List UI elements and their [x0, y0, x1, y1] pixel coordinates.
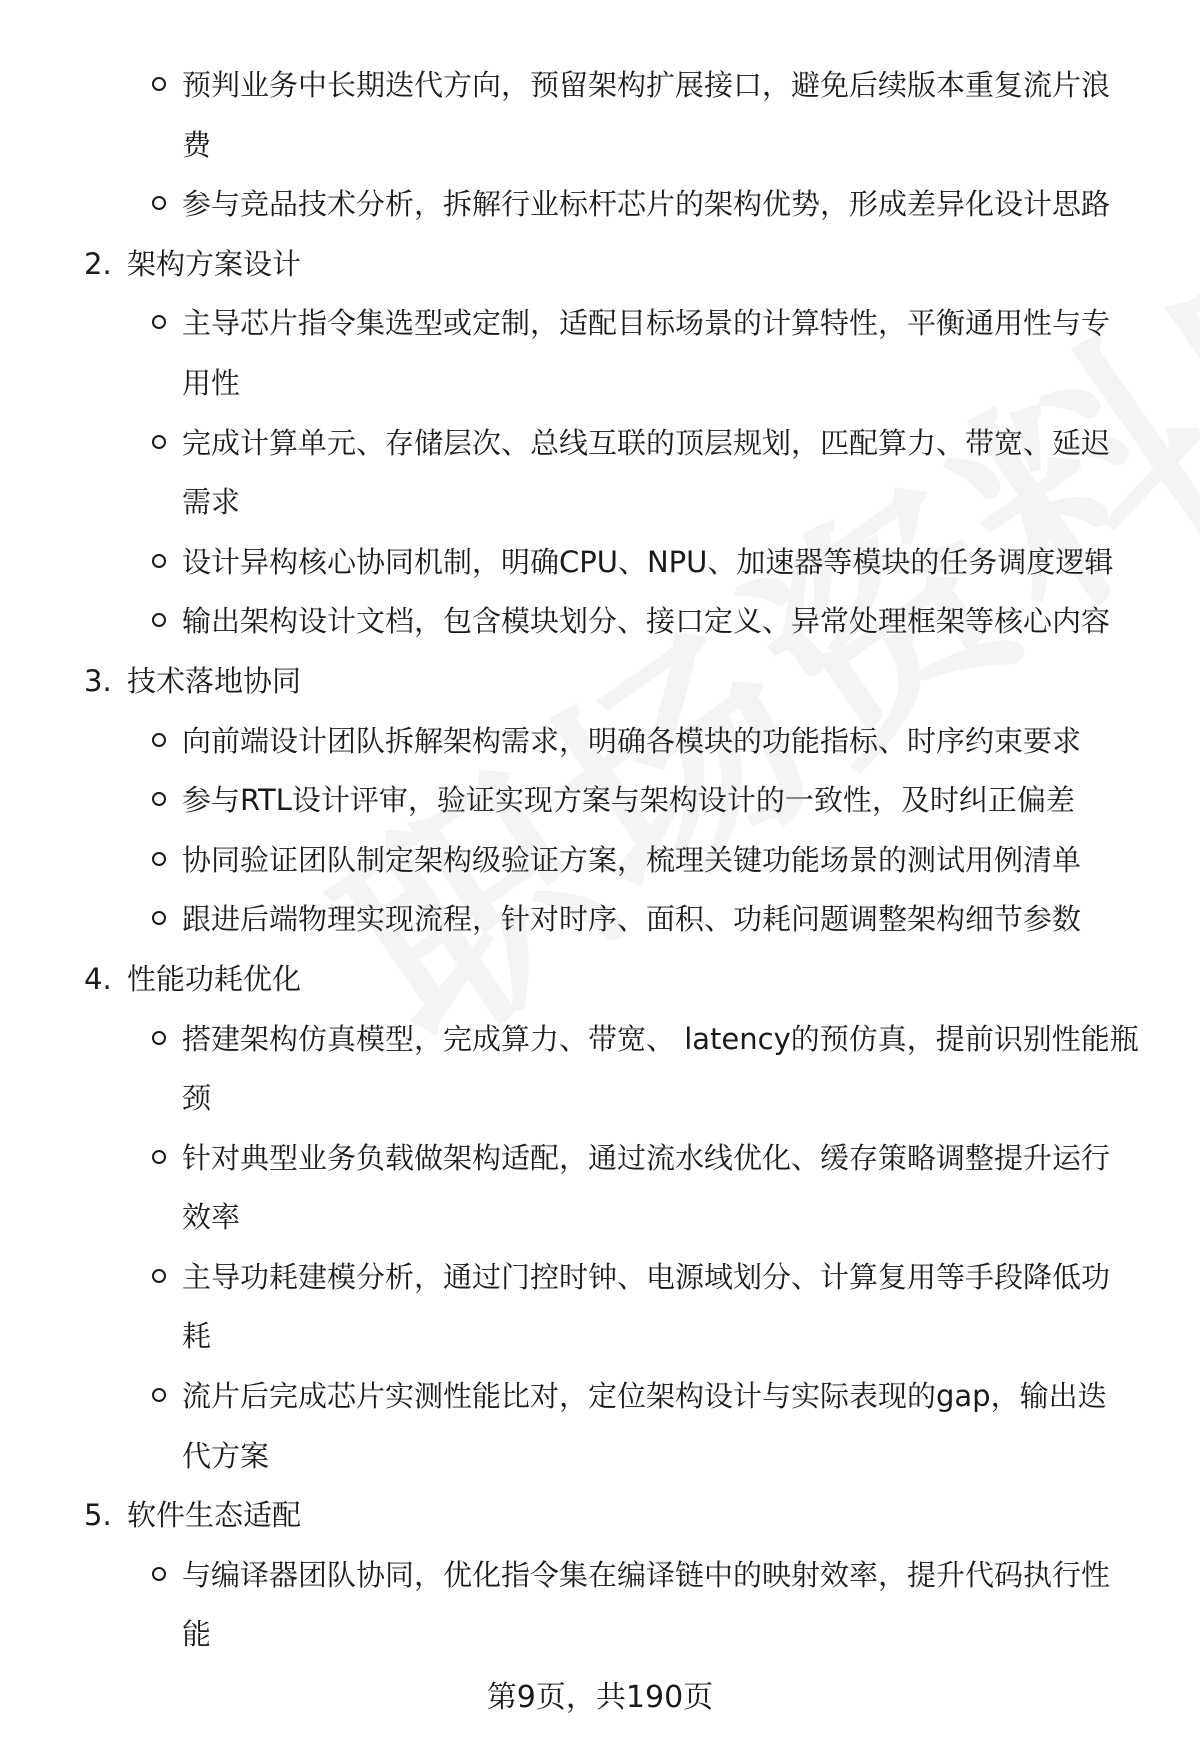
bullet-text: 主导功耗建模分析，通过门控时钟、电源域划分、计算复用等手段降低功: [182, 1259, 1111, 1294]
bullet-text: 参与竞品技术分析，拆解行业标杆芯片的架构优势，形成差异化设计思路: [182, 187, 1111, 222]
numbered-heading: [0, 652, 1200, 712]
continuation-text: 费: [182, 127, 212, 162]
heading-number: 5.: [84, 1498, 112, 1533]
bullet-circle-icon: [150, 771, 168, 831]
bullet-continuation: [0, 1307, 1200, 1367]
bullet-circle-icon: [150, 1010, 168, 1070]
bullet-item: [0, 1010, 1200, 1070]
bullet-continuation: [0, 354, 1200, 414]
continuation-text: 需求: [182, 485, 241, 520]
numbered-heading: [0, 1486, 1200, 1546]
bullet-item: [0, 414, 1200, 474]
bullet-continuation: [0, 116, 1200, 176]
bullet-item: [0, 175, 1200, 235]
bullet-item: [0, 533, 1200, 593]
heading-text: 性能功耗优化: [127, 961, 302, 996]
bullet-continuation: [0, 1427, 1200, 1487]
bullet-text: 针对典型业务负载做架构适配，通过流水线优化、缓存策略调整提升运行: [182, 1140, 1111, 1175]
page-number-label: 第9页，共190页: [486, 1680, 714, 1715]
heading-text: 技术落地协同: [127, 663, 302, 698]
bullet-text: 协同验证团队制定架构级验证方案，梳理关键功能场景的测试用例清单: [182, 842, 1082, 877]
bullet-text: 跟进后端物理实现流程，针对时序、面积、功耗问题调整架构细节参数: [182, 902, 1082, 937]
bullet-item: [0, 294, 1200, 354]
heading-text: 架构方案设计: [127, 246, 302, 281]
bullet-circle-icon: [150, 712, 168, 772]
continuation-text: 代方案: [182, 1438, 270, 1473]
heading-text: 软件生态适配: [127, 1498, 302, 1533]
bullet-text: 完成计算单元、存储层次、总线互联的顶层规划，匹配算力、带宽、延迟: [182, 425, 1111, 460]
bullet-continuation: [0, 473, 1200, 533]
bullet-item: [0, 712, 1200, 772]
bullet-circle-icon: [150, 1248, 168, 1308]
bullet-circle-icon: [150, 1367, 168, 1427]
bullet-circle-icon: [150, 1129, 168, 1189]
bullet-circle-icon: [150, 533, 168, 593]
continuation-text: 耗: [182, 1319, 212, 1354]
bullet-circle-icon: [150, 294, 168, 354]
continuation-text: 能: [182, 1617, 212, 1652]
bullet-continuation: [0, 1188, 1200, 1248]
bullet-circle-icon: [150, 890, 168, 950]
bullet-text: 预判业务中长期迭代方向，预留架构扩展接口，避免后续版本重复流片浪: [182, 68, 1111, 102]
bullet-circle-icon: [150, 592, 168, 652]
bullet-item: [0, 1546, 1200, 1606]
numbered-heading: [0, 950, 1200, 1010]
document-body: [0, 56, 1200, 1665]
continuation-text: 颈: [182, 1081, 212, 1116]
bullet-circle-icon: [150, 831, 168, 891]
numbered-heading: [0, 235, 1200, 295]
bullet-circle-icon: [150, 1546, 168, 1606]
bullet-text: 输出架构设计文档，包含模块划分、接口定义、异常处理框架等核心内容: [182, 604, 1111, 639]
bullet-continuation: [0, 1069, 1200, 1129]
bullet-item: [0, 592, 1200, 652]
bullet-text: 流片后完成芯片实测性能比对，定位架构设计与实际表现的gap，输出迭: [182, 1379, 1107, 1414]
heading-number: 2.: [84, 246, 112, 281]
bullet-text: 与编译器团队协同，优化指令集在编译链中的映射效率，提升代码执行性: [182, 1557, 1111, 1592]
bullet-text: 参与RTL设计评审，验证实现方案与架构设计的一致性，及时纠正偏差: [182, 783, 1075, 818]
continuation-text: 效率: [182, 1200, 241, 1235]
bullet-circle-icon: [150, 56, 168, 116]
heading-number: 3.: [84, 663, 112, 698]
continuation-text: 用性: [182, 365, 241, 400]
bullet-item: [0, 1248, 1200, 1308]
bullet-item: [0, 890, 1200, 950]
bullet-item: [0, 1129, 1200, 1189]
bullet-text: 设计异构核心协同机制，明确CPU、NPU、加速器等模块的任务调度逻辑: [182, 544, 1114, 579]
bullet-item: [0, 1367, 1200, 1427]
bullet-item: [0, 56, 1200, 116]
bullet-text: 向前端设计团队拆解架构需求，明确各模块的功能指标、时序约束要求: [182, 723, 1082, 758]
bullet-circle-icon: [150, 175, 168, 235]
page-footer: [0, 1673, 1200, 1723]
bullet-circle-icon: [150, 414, 168, 474]
bullet-item: [0, 771, 1200, 831]
heading-number: 4.: [84, 961, 112, 996]
bullet-continuation: [0, 1605, 1200, 1665]
bullet-item: [0, 831, 1200, 891]
bullet-text: 主导芯片指令集选型或定制，适配目标场景的计算特性，平衡通用性与专: [182, 306, 1111, 341]
bullet-text: 搭建架构仿真模型，完成算力、带宽、 latency的预仿真，提前识别性能瓶: [182, 1021, 1139, 1056]
